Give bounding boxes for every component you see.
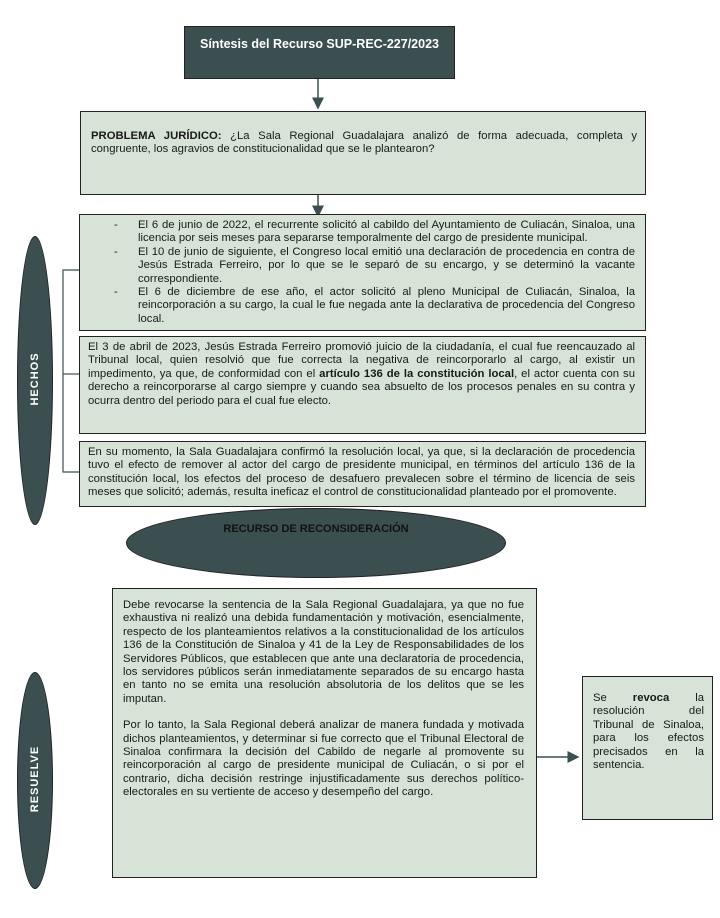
juicio-bold-text: artículo 136 de la constitución local bbox=[319, 367, 515, 380]
juicio-text: El 3 de abril de 2023, Jesús Estrada Ferreiro promovió juicio de la ciudadanía, el cual fue reencauzado al Tribunal local, quien resolvió que fue correcta la negativa de reincorporarlo al cargo, al existir un impedimento, ya que, de conformidad con el bbox=[88, 341, 635, 380]
hechos-oval bbox=[17, 236, 53, 525]
sala-text: En su momento, la Sala Guadalajara confirmó la resolución local, ya que, si la declaración de procedencia tuvo el efecto de remover al actor del cargo de presidente municipal, en términos del artículo 136 de la constitución local, los efectos del proceso de desafuero prevalecen sobre el término de licencia de seis meses que solicitó; además, resulta ineficaz el control de constitucionalidad planteado por el promovente. bbox=[88, 446, 635, 499]
page-title-text: Síntesis del Recurso SUP-REC-227/2023 bbox=[200, 37, 439, 51]
fact-item: - El 6 de diciembre de ese año, el actor solicitó al pleno Municipal de Culiacán, Sinaloa, la reincorporación a su cargo, la cual le fue negada ante la declarativa de procedencia del Congreso local. bbox=[138, 286, 635, 326]
resuelve-box bbox=[112, 588, 537, 878]
resuelve-oval bbox=[17, 672, 53, 889]
effect-box bbox=[582, 676, 713, 820]
problem-text: ¿La Sala Regional Guadalajara analizó de forma adecuada, completa y congruente, los agravios de constitucionalidad que se le plantearon? bbox=[91, 130, 637, 156]
fact-item: - El 6 de junio de 2022, el recurrente solicitó al cabildo del Ayuntamiento de Culiacán, Sinaloa, una licencia por seis meses para separarse temporalmente del cargo de presidente municipal. bbox=[138, 219, 635, 246]
resuelve-paragraph-2: Por lo tanto, la Sala Regional deberá analizar de manera fundada y motivada dichos planteamientos, y determinar si fue correcto que el Tribunal Electoral de Sinaloa confirmara la decisión del Cabildo de negarle al promovente su reincorporación al cargo de presidente municipal de Culiacán, o si por el contrario, dicha decisión restringe injustificadamente sus derechos político-electorales en su vertiente de acceso y desempeño del cargo. bbox=[123, 719, 524, 799]
recurso-label: RECURSO DE RECONSIDERACIÓN bbox=[223, 523, 409, 535]
problem-box bbox=[80, 111, 646, 195]
hechos-label: HECHOS bbox=[29, 352, 41, 406]
facts-box bbox=[79, 214, 646, 331]
recurso-oval bbox=[126, 508, 506, 578]
juicio-box bbox=[79, 336, 646, 434]
effect-bold-text: revoca bbox=[632, 692, 670, 704]
fact-item: - El 10 de junio de siguiente, el Congreso local emitió una declaración de procedencia en contra de Jesús Estrada Ferreiro, por lo que se le separó de su encargo, y se determinó la vacante correspondiente. bbox=[138, 246, 635, 286]
effect-text-end: la resolución del Tribunal de Sinaloa, para los efectos precisados en la sentencia. bbox=[593, 692, 704, 772]
problem-label: PROBLEMA JURÍDICO: bbox=[91, 130, 222, 142]
resuelve-label: RESUELVE bbox=[29, 745, 41, 813]
effect-text: Se bbox=[593, 692, 633, 704]
juicio-text-end: , el actor cuenta con su derecho a reincorporarse al cargo siempre y cuando sea absuelto de los procesos penales en su contra y ocurra dentro del periodo para el cual fue electo. bbox=[88, 367, 635, 407]
facts-list bbox=[80, 219, 635, 326]
sala-box bbox=[79, 441, 646, 507]
hechos-bracket bbox=[63, 270, 79, 472]
resuelve-paragraph-1: Debe revocarse la sentencia de la Sala Regional Guadalajara, ya que no fue exhaustiva ni realizó una debida fundamentación y motivación, esencialmente, respecto de los planteamientos relativos a la constitucionalidad de los artículos 136 de la Constitución de Sinaloa y 41 de la Ley de Responsabilidades de los Servidores Públicos, que establecen que ante una declaratoria de procedencia, los servidores públicos serán inmediatamente separados de su encargo hasta en tanto no se emita una resolución absolutoria de los delitos que se les imputan. bbox=[123, 599, 524, 705]
page-title bbox=[184, 26, 455, 79]
